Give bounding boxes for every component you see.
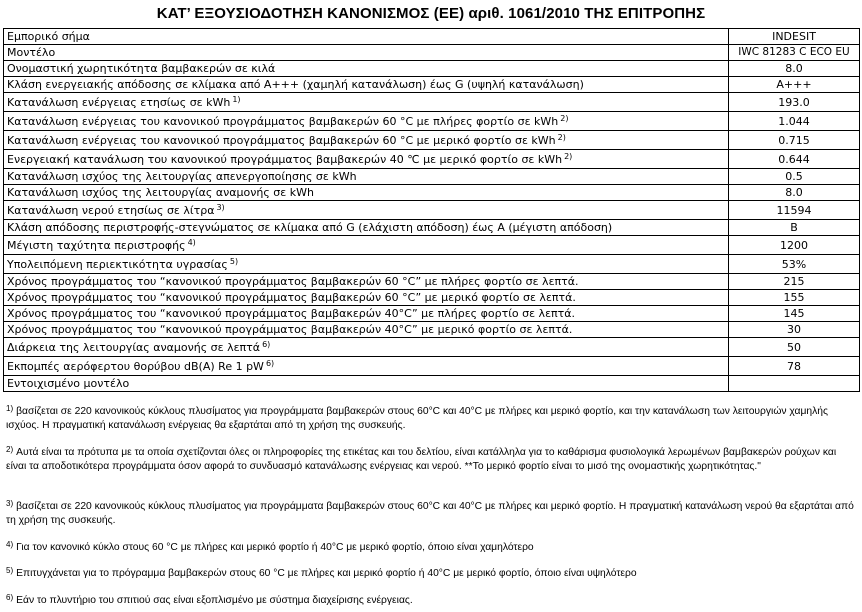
row-value: 145 xyxy=(729,306,860,322)
footnote-mark: 6) xyxy=(6,593,14,602)
footnote-mark: 3) xyxy=(6,499,14,508)
row-label: Κλάση απόδοσης περιστροφής-στεγνώματος σε κλίμακα από G (ελάχιστη απόδοση) έως A (μέγιστη απόδοση) xyxy=(7,221,613,234)
row-label: Χρόνος προγράμματος του “κανονικού προγράμματος βαμβακερών 60 °C” με μερικό φορτίο σε λεπτά. xyxy=(7,291,576,304)
row-value: 0.715 xyxy=(729,131,860,150)
row-value: IWC 81283 C ECO EU xyxy=(729,45,860,61)
row-label: Διάρκεια της λειτουργίας αναμονής σε λεπτά xyxy=(7,340,261,354)
row-label-cell xyxy=(4,255,729,274)
row-footnote-mark: 2) xyxy=(564,151,573,161)
row-label-cell xyxy=(4,376,729,392)
row-value: 215 xyxy=(729,274,860,290)
row-footnote-mark: 3) xyxy=(216,202,225,212)
row-value: 155 xyxy=(729,290,860,306)
footnote-text: Αυτά είναι τα πρότυπα με τα οποία σχετίζονται όλες οι πληροφορίες της ετικέτας και του δελτίου, είναι κατάλληλα για το καθάρισμα φυσιολογικά λερωμένων βαμβακερών ρούχων και είναι τα αποδοτικότερα προγράμματα όσον αφορά το συνδυασμό κατανάλωσης ενέργειας και νερού. **Το μερικό φορτίο είναι το μισό της ονομαστικής χωρητικότητας." xyxy=(6,447,837,472)
table-row xyxy=(4,322,860,338)
row-label-cell xyxy=(4,306,729,322)
footnote-text: Για τον κανονικό κύκλο στους 60 °C με πλήρες και μερικό φορτίο ή 40°C με μερικό φορτίο, όποιο είναι χαμηλότερο xyxy=(16,542,534,553)
row-label: Κατανάλωση ενέργειας του κανονικού προγράμματος βαμβακερών 60 °C με πλήρες φορτίο σε kWh xyxy=(7,114,559,128)
row-value: 0.644 xyxy=(729,150,860,169)
row-label: Εκπομπές αερόφερτου θορύβου dB(A) Re 1 pW xyxy=(7,359,264,373)
row-label-cell xyxy=(4,29,729,45)
footnote-mark: 4) xyxy=(6,540,14,549)
table-row xyxy=(4,357,860,376)
row-value: 11594 xyxy=(729,201,860,220)
table-row xyxy=(4,150,860,169)
row-value: A+++ xyxy=(729,77,860,93)
row-label: Χρόνος προγράμματος του “κανονικού προγράμματος βαμβακερών 40°C” με πλήρες φορτίο σε λεπτά. xyxy=(7,307,576,320)
row-label-cell xyxy=(4,274,729,290)
row-value: 50 xyxy=(729,338,860,357)
row-value: 1200 xyxy=(729,236,860,255)
row-label: Κατανάλωση νερού ετησίως σε λίτρα xyxy=(7,203,215,217)
row-label-cell xyxy=(4,290,729,306)
table-row xyxy=(4,236,860,255)
row-label-cell xyxy=(4,338,729,357)
row-footnote-mark: 1) xyxy=(232,94,241,104)
footnote-5 xyxy=(6,567,856,581)
table-row xyxy=(4,255,860,274)
row-label-cell xyxy=(4,77,729,93)
row-label-cell xyxy=(4,322,729,338)
document-title: ΚΑΤ’ ΕΞΟΥΣΙΟΔΟΤΗΣΗ ΚΑΝΟΝΙΣΜΟΣ (ΕΕ) αριθ. 1061/2010 ΤΗΣ ΕΠΙΤΡΟΠΗΣ xyxy=(156,5,706,22)
row-label: Κλάση ενεργειακής απόδοσης σε κλίμακα από A+++ (χαμηλή κατανάλωση) έως G (υψηλή κατανάλωση) xyxy=(7,78,584,91)
row-label-cell xyxy=(4,112,729,131)
row-value: 53% xyxy=(729,255,860,274)
row-label: Χρόνος προγράμματος του “κανονικού προγράμματος βαμβακερών 60 °C” με πλήρες φορτίο σε λεπτά. xyxy=(7,275,579,288)
row-label-cell xyxy=(4,201,729,220)
table-row xyxy=(4,29,860,45)
row-value: B xyxy=(729,220,860,236)
row-label: Κατανάλωση ισχύος της λειτουργίας αναμονής σε kWh xyxy=(7,186,314,199)
row-value: 1.044 xyxy=(729,112,860,131)
row-label-cell xyxy=(4,220,729,236)
row-footnote-mark: 2) xyxy=(557,132,566,142)
footnote-text: Επιτυγχάνεται για το πρόγραμμα βαμβακερών στους 60 °C με πλήρες και μερικό φορτίο ή 40°C με μερικό φορτίο, όποιο είναι υψηλότερο xyxy=(16,568,637,579)
footnote-3 xyxy=(6,500,856,528)
specification-table xyxy=(3,28,860,392)
row-label-cell xyxy=(4,93,729,112)
footnote-text: βασίζεται σε 220 κανονικούς κύκλους πλυσίματος για προγράμματα βαμβακερών στους 60°C και 40°C με πλήρες και μερικό φορτίο, και την κατανάλωση των λειτουργιών χαμηλής ισχύος. Η πραγματική κατανάλωση ενέργειας θα εξαρτάται από τη χρήση της συσκευής. xyxy=(6,406,828,431)
row-label: Κατανάλωση ενέργειας του κανονικού προγράμματος βαμβακερών 60 °C με μερικό φορτίο σε kWh xyxy=(7,133,556,147)
table-row xyxy=(4,131,860,150)
footnote-2 xyxy=(6,446,856,474)
row-footnote-mark: 4) xyxy=(187,237,196,247)
row-label-cell xyxy=(4,169,729,185)
footnote-1 xyxy=(6,405,856,433)
row-label: Ενεργειακή κατανάλωση του κανονικού προγράμματος βαμβακερών 40 ℃ με μερικό φορτίο σε kWh xyxy=(7,152,563,166)
table-row xyxy=(4,306,860,322)
footnote-4 xyxy=(6,541,856,555)
row-label: Ονομαστική χωρητικότητα βαμβακερών σε κιλά xyxy=(7,62,276,75)
row-value: 8.0 xyxy=(729,185,860,201)
row-footnote-mark: 2) xyxy=(560,113,569,123)
table-row xyxy=(4,45,860,61)
row-label: Εντοιχισμένο μοντέλο xyxy=(7,377,130,390)
row-footnote-mark: 5) xyxy=(229,256,239,266)
table-row xyxy=(4,77,860,93)
table-row xyxy=(4,112,860,131)
row-label: Κατανάλωση ενέργειας ετησίως σε kWh xyxy=(7,95,231,109)
row-label: Υπολειπόμενη περιεκτικότητα υγρασίας xyxy=(7,257,228,271)
footnote-mark: 1) xyxy=(6,404,14,413)
row-value: 0.5 xyxy=(729,169,860,185)
table-row xyxy=(4,93,860,112)
row-footnote-mark: 6) xyxy=(265,358,275,368)
table-row xyxy=(4,185,860,201)
table-row xyxy=(4,274,860,290)
footnote-mark: 2) xyxy=(6,445,14,454)
row-value: INDESIT xyxy=(729,29,860,45)
row-label: Μέγιστη ταχύτητα περιστροφής xyxy=(7,238,186,252)
footnote-mark: 5) xyxy=(6,566,14,575)
table-row xyxy=(4,338,860,357)
table-row xyxy=(4,169,860,185)
row-label: Μοντέλο xyxy=(7,46,56,59)
row-value: 193.0 xyxy=(729,93,860,112)
row-label-cell xyxy=(4,61,729,77)
row-footnote-mark: 6) xyxy=(262,339,271,349)
table-row xyxy=(4,61,860,77)
row-value: 78 xyxy=(729,357,860,376)
row-value: 30 xyxy=(729,322,860,338)
table-row xyxy=(4,201,860,220)
footnote-text: βασίζεται σε 220 κανονικούς κύκλους πλυσίματος για προγράμματα βαμβακερών στους 60°C και 40°C με πλήρες και μερικό φορτίο. Η πραγματική κατανάλωση νερού θα εξαρτάται από τη χρήση της συσκευής. xyxy=(6,501,854,526)
row-label-cell xyxy=(4,357,729,376)
footnote-text: Εάν το πλυντήριο του σπιτιού σας είναι εξοπλισμένο με σύστημα διαχείρισης ενέργειας. xyxy=(16,595,413,606)
row-value: 8.0 xyxy=(729,61,860,77)
row-label-cell xyxy=(4,45,729,61)
table-row xyxy=(4,376,860,392)
row-label-cell xyxy=(4,236,729,255)
table-row xyxy=(4,290,860,306)
row-label-cell xyxy=(4,131,729,150)
table-row xyxy=(4,220,860,236)
footnote-6 xyxy=(6,594,856,608)
row-label: Χρόνος προγράμματος του “κανονικού προγράμματος βαμβακερών 40°C” με μερικό φορτίο σε λεπτά. xyxy=(7,323,573,336)
row-label: Εμπορικό σήμα xyxy=(7,30,90,43)
row-label-cell xyxy=(4,185,729,201)
row-value xyxy=(729,376,860,392)
row-label-cell xyxy=(4,150,729,169)
row-label: Κατανάλωση ισχύος της λειτουργίας απενεργοποίησης σε kWh xyxy=(7,170,357,183)
